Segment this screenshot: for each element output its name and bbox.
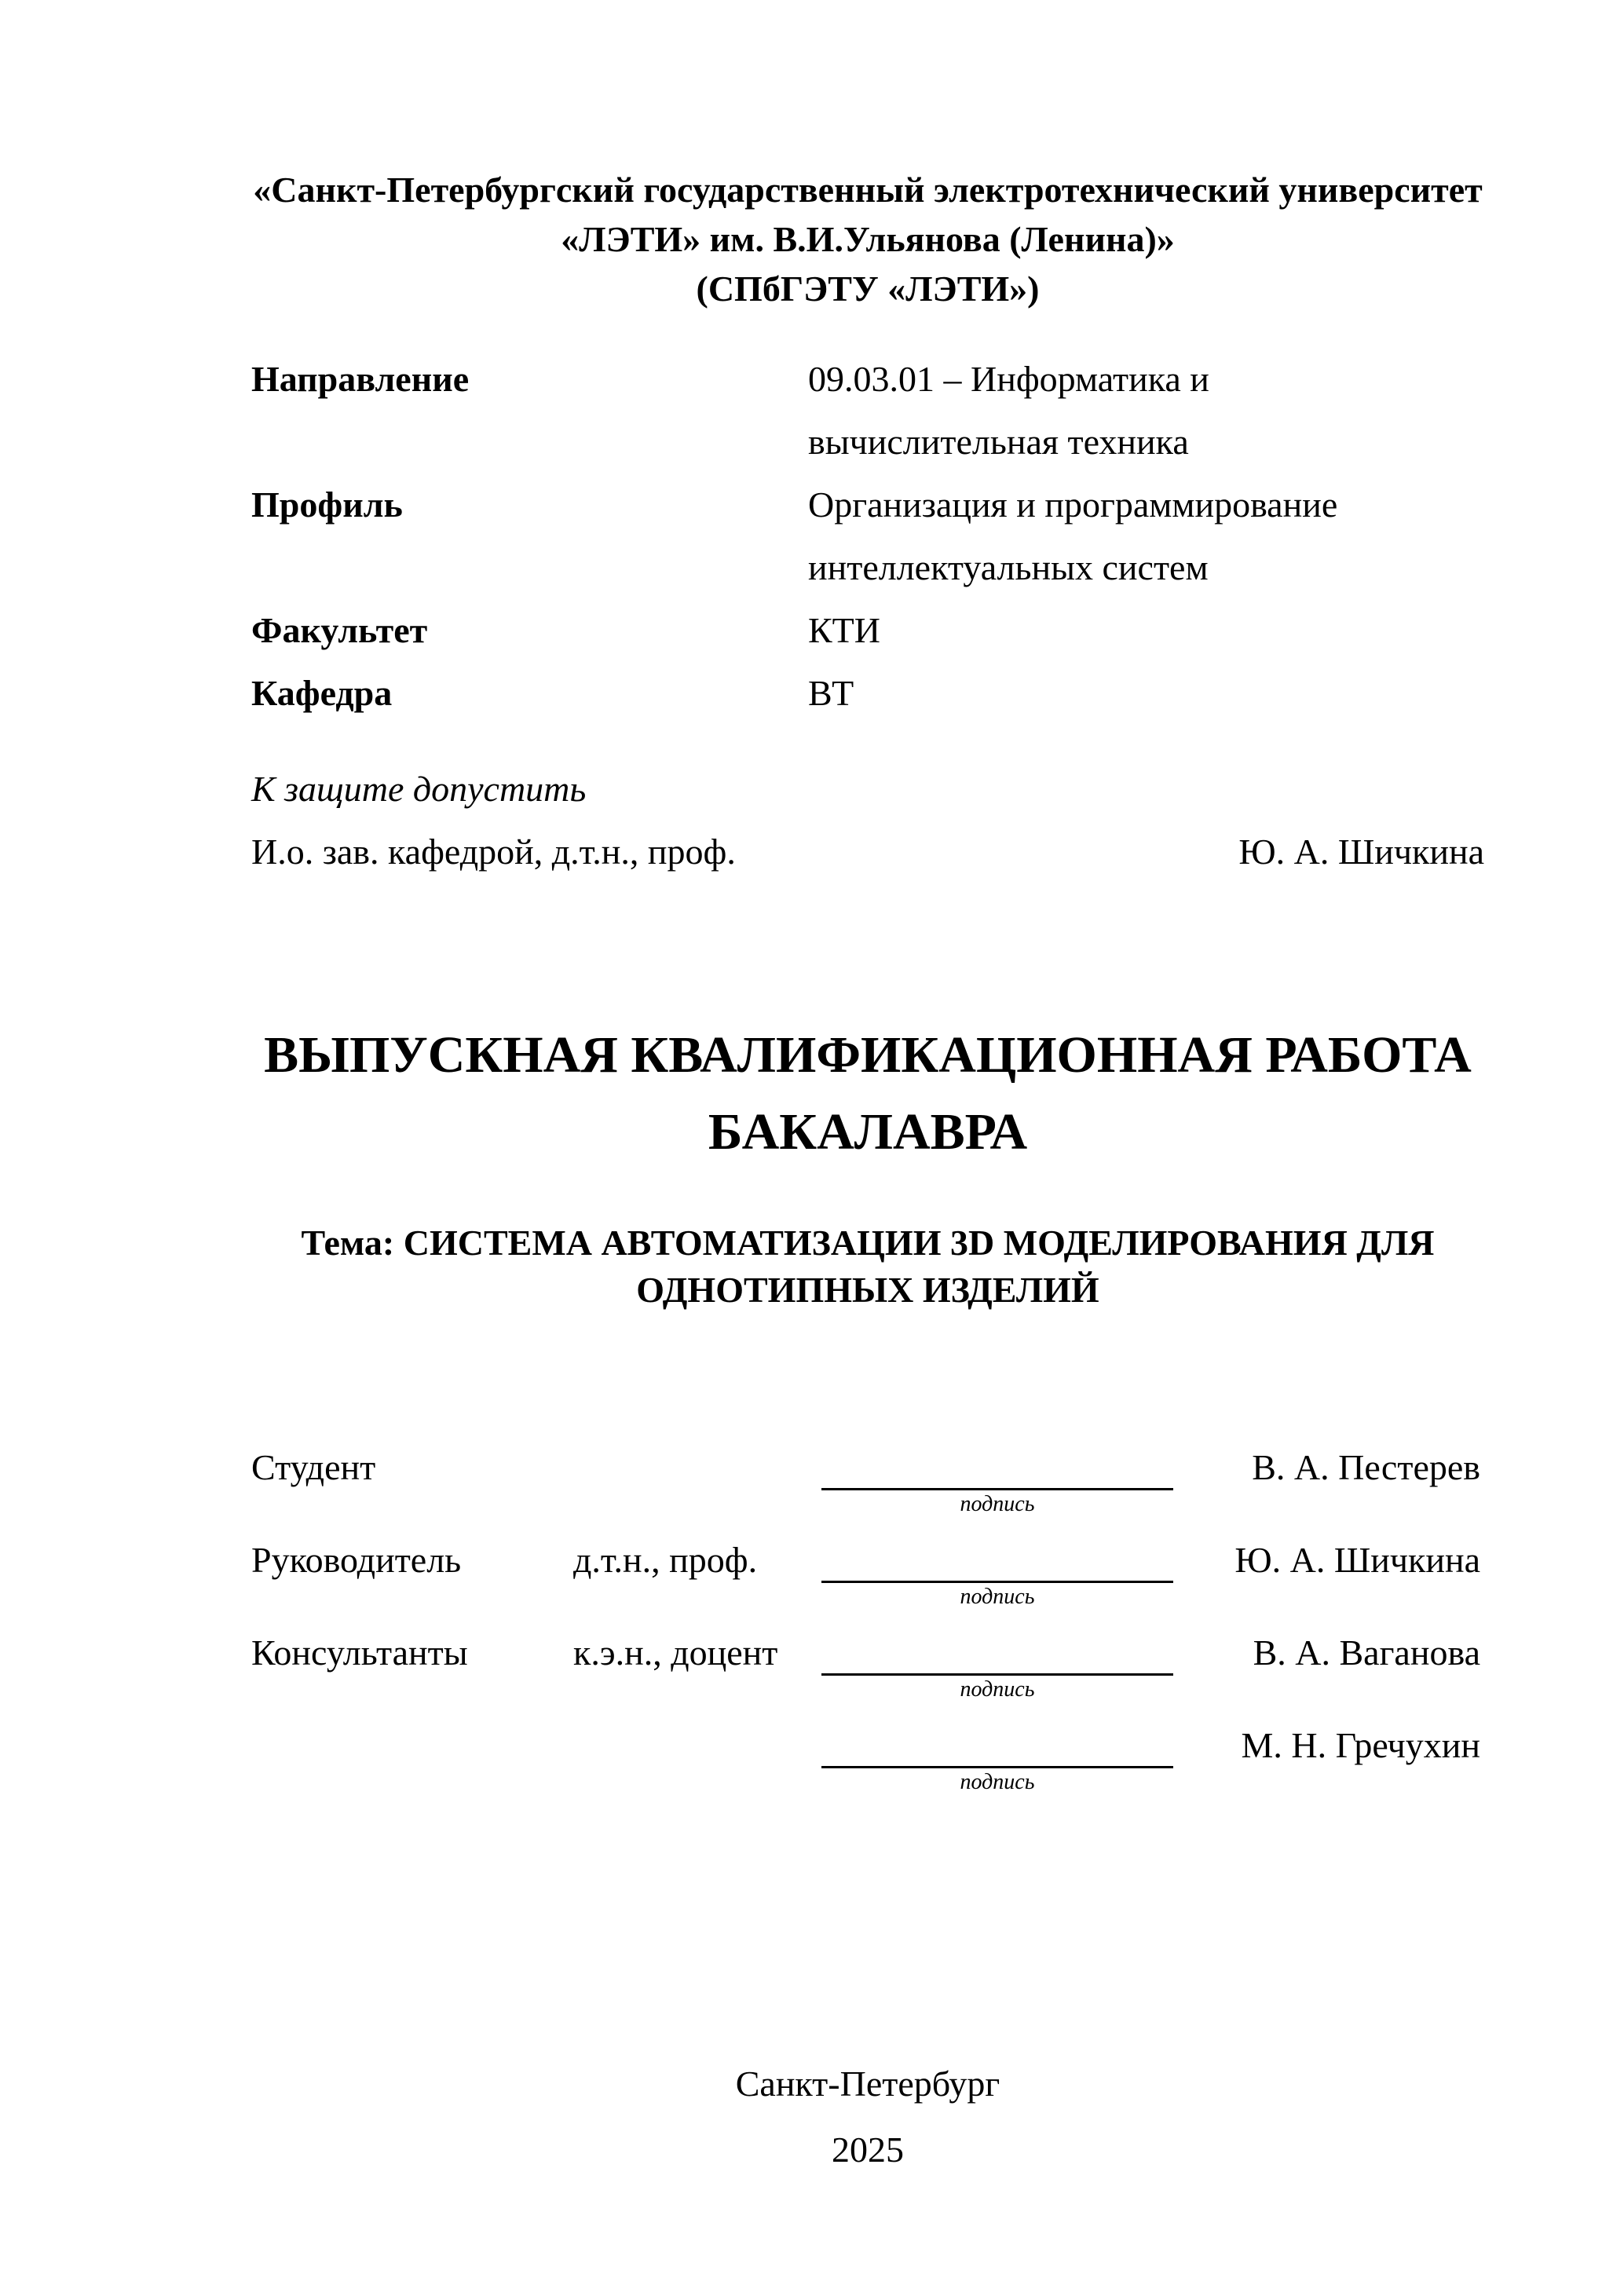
page-content — [251, 0, 1484, 2296]
supervisor-signature-field — [821, 1538, 1173, 1631]
signature-caption: подпись — [960, 1585, 1035, 1609]
consultant-degree-label: к.э.н., доцент — [573, 1632, 778, 1673]
admission-block — [251, 758, 1484, 883]
signature-caption: подпись — [960, 1677, 1035, 1702]
direction-label: Направление — [251, 359, 470, 399]
department-value: ВТ — [808, 673, 854, 713]
supervisor-degree-label: д.т.н., проф. — [573, 1540, 758, 1580]
faculty-value: КТИ — [808, 610, 880, 650]
student-role-label: Студент — [251, 1447, 376, 1487]
consultant-signature-field — [821, 1631, 1173, 1724]
profile-value-line-2: интеллектуальных систем — [808, 547, 1209, 587]
empty-role-cell — [251, 1724, 573, 1816]
student-degree-label — [573, 1446, 821, 1538]
university-name-line-2: «ЛЭТИ» им. В.И.Ульянова (Ленина)» — [561, 219, 1175, 259]
work-theme — [251, 1219, 1484, 1314]
work-theme-line-1: Тема: СИСТЕМА АВТОМАТИЗАЦИИ 3D МОДЕЛИРОВАНИЯ ДЛЯ — [301, 1223, 1435, 1263]
detail-row-direction — [251, 348, 1484, 473]
program-details — [251, 348, 1484, 725]
student-signature-field — [821, 1446, 1173, 1538]
detail-row-profile — [251, 473, 1484, 599]
footer-city: Санкт-Петербург — [735, 2064, 1000, 2104]
consultant-signature-field — [821, 1724, 1173, 1816]
work-title-line-2: БАКАЛАВРА — [708, 1103, 1028, 1161]
university-name-line-1: «Санкт-Петербургский государственный электротехнический университет — [253, 170, 1483, 210]
direction-value — [808, 348, 1484, 473]
signature-caption: подпись — [960, 1492, 1035, 1516]
consultant-1-name: В. А. Ваганова — [1253, 1632, 1480, 1673]
direction-value-line-1: 09.03.01 – Информатика и — [808, 359, 1209, 399]
signature-row-supervisor — [251, 1538, 1484, 1631]
signature-row-consultant-1 — [251, 1631, 1484, 1724]
profile-value-line-1: Организация и программирование — [808, 484, 1338, 525]
supervisor-role-label: Руководитель — [251, 1540, 462, 1580]
footer-year: 2025 — [832, 2130, 904, 2170]
head-of-department-name: Ю. А. Шичкина — [1238, 832, 1484, 872]
direction-value-line-2: вычислительная техника — [808, 422, 1189, 462]
profile-value — [808, 473, 1484, 599]
university-abbreviation: (СПбГЭТУ «ЛЭТИ») — [696, 269, 1040, 309]
signatures-block — [251, 1446, 1484, 1816]
faculty-label: Факультет — [251, 610, 428, 650]
profile-label: Профиль — [251, 484, 403, 525]
work-title — [251, 1017, 1484, 1171]
work-theme-line-2: ОДНОТИПНЫХ ИЗДЕЛИЙ — [636, 1270, 1099, 1310]
work-title-line-1: ВЫПУСКНАЯ КВАЛИФИКАЦИОННАЯ РАБОТА — [264, 1026, 1472, 1084]
admission-note: К защите допустить — [251, 769, 587, 809]
signature-row-consultant-2 — [251, 1724, 1484, 1816]
empty-degree-cell — [573, 1724, 821, 1816]
student-name: В. А. Пестерев — [1252, 1447, 1480, 1487]
supervisor-name: Ю. А. Шичкина — [1234, 1540, 1480, 1580]
consultant-2-name: М. Н. Гречухин — [1241, 1725, 1480, 1765]
signature-row-student — [251, 1446, 1484, 1538]
detail-row-department — [251, 662, 1484, 725]
admission-row — [251, 821, 1484, 883]
footer — [251, 2051, 1484, 2183]
department-label: Кафедра — [251, 673, 393, 713]
university-header — [251, 0, 1484, 313]
detail-row-faculty — [251, 599, 1484, 662]
head-of-department-title: И.о. зав. кафедрой, д.т.н., проф. — [251, 832, 736, 872]
signature-caption: подпись — [960, 1770, 1035, 1794]
consultants-role-label: Консультанты — [251, 1632, 468, 1673]
